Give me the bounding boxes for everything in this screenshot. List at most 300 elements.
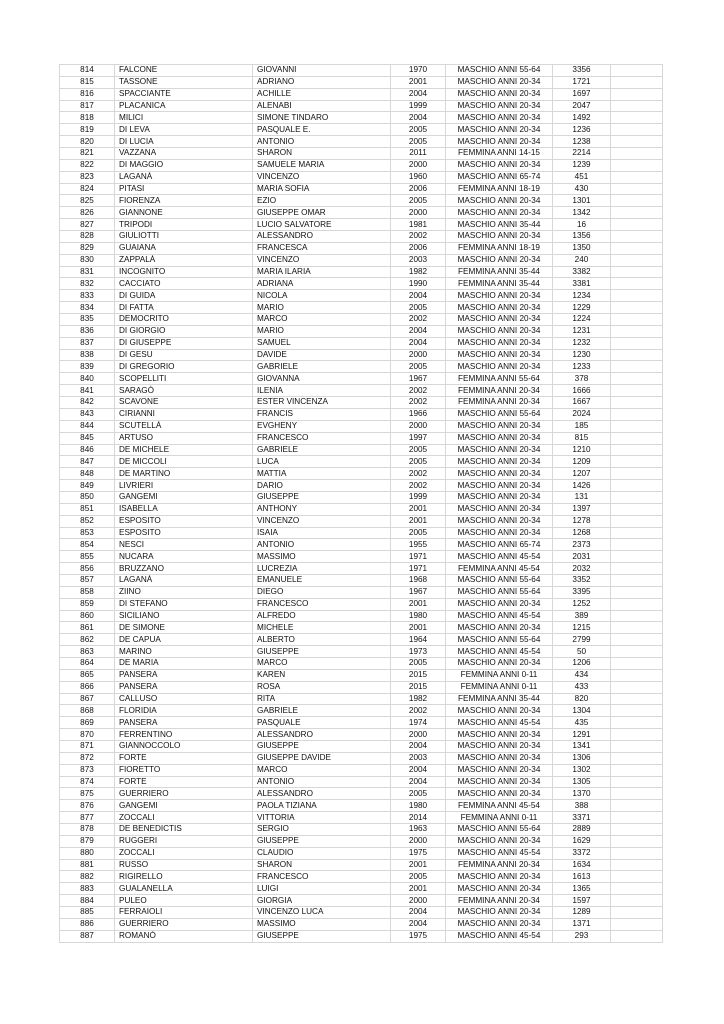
category-cell: MASCHIO ANNI 45-54 [446,551,553,563]
last-name-cell: PLACANICA [115,100,253,112]
empty-cell [611,124,663,136]
empty-cell [611,883,663,895]
birth-year-cell: 2000 [391,159,446,171]
empty-cell [611,385,663,397]
entry-number-cell: 878 [60,824,115,836]
table-row [60,598,663,610]
last-name-cell: DE BENEDICTIS [115,824,253,836]
code-cell: 1215 [553,622,611,634]
table-row [60,717,663,729]
first-name-cell: MATTIA [253,468,391,480]
category-cell: MASCHIO ANNI 35-44 [446,219,553,231]
empty-cell [611,634,663,646]
entry-number-cell: 834 [60,302,115,314]
birth-year-cell: 1971 [391,563,446,575]
table-row [60,800,663,812]
entry-number-cell: 814 [60,65,115,77]
empty-cell [611,171,663,183]
birth-year-cell: 2005 [391,361,446,373]
first-name-cell: SERGIO [253,824,391,836]
last-name-cell: DI LEVA [115,124,253,136]
code-cell: 1721 [553,76,611,88]
empty-cell [611,76,663,88]
entry-number-cell: 825 [60,195,115,207]
entry-number-cell: 846 [60,444,115,456]
birth-year-cell: 1968 [391,574,446,586]
birth-year-cell: 1999 [391,491,446,503]
category-cell: FEMMINA ANNI 35-44 [446,266,553,278]
last-name-cell: NESCI [115,539,253,551]
last-name-cell: LAGANÀ [115,574,253,586]
table-row [60,527,663,539]
birth-year-cell: 2005 [391,456,446,468]
entry-number-cell: 869 [60,717,115,729]
birth-year-cell: 2005 [391,124,446,136]
empty-cell [611,729,663,741]
code-cell: 1597 [553,895,611,907]
first-name-cell: ALESSANDRO [253,231,391,243]
table-row [60,586,663,598]
table-row [60,788,663,800]
code-cell: 1252 [553,598,611,610]
category-cell: MASCHIO ANNI 20-34 [446,100,553,112]
first-name-cell: GIOVANNA [253,373,391,385]
category-cell: MASCHIO ANNI 20-34 [446,729,553,741]
birth-year-cell: 2003 [391,752,446,764]
last-name-cell: LAGANÀ [115,171,253,183]
first-name-cell: DARIO [253,480,391,492]
category-cell: MASCHIO ANNI 20-34 [446,314,553,326]
entry-number-cell: 848 [60,468,115,480]
category-cell: MASCHIO ANNI 20-34 [446,432,553,444]
empty-cell [611,100,663,112]
birth-year-cell: 2001 [391,515,446,527]
last-name-cell: DI GIORGIO [115,325,253,337]
empty-cell [611,302,663,314]
last-name-cell: INCOGNITO [115,266,253,278]
code-cell: 3381 [553,278,611,290]
birth-year-cell: 2000 [391,729,446,741]
last-name-cell: MILICI [115,112,253,124]
birth-year-cell: 1970 [391,65,446,77]
table-row [60,551,663,563]
last-name-cell: GUAIANA [115,242,253,254]
last-name-cell: GANGEMI [115,800,253,812]
empty-cell [611,361,663,373]
birth-year-cell: 2002 [391,231,446,243]
last-name-cell: DEMOCRITO [115,314,253,326]
birth-year-cell: 2003 [391,254,446,266]
empty-cell [611,752,663,764]
birth-year-cell: 1982 [391,693,446,705]
entry-number-cell: 868 [60,705,115,717]
table-row [60,337,663,349]
table-row [60,895,663,907]
last-name-cell: TRIPODI [115,219,253,231]
category-cell: MASCHIO ANNI 45-54 [446,847,553,859]
table-row [60,515,663,527]
table-row [60,325,663,337]
birth-year-cell: 1963 [391,824,446,836]
last-name-cell: DI STEFANO [115,598,253,610]
first-name-cell: ADRIANA [253,278,391,290]
first-name-cell: EZIO [253,195,391,207]
first-name-cell: ALESSANDRO [253,788,391,800]
birth-year-cell: 2005 [391,444,446,456]
birth-year-cell: 2011 [391,148,446,160]
empty-cell [611,503,663,515]
first-name-cell: MARIA ILARIA [253,266,391,278]
last-name-cell: GIANNONE [115,207,253,219]
code-cell: 2889 [553,824,611,836]
first-name-cell: SHARON [253,859,391,871]
category-cell: MASCHIO ANNI 55-64 [446,408,553,420]
empty-cell [611,397,663,409]
empty-cell [611,456,663,468]
table-row [60,681,663,693]
empty-cell [611,598,663,610]
entry-number-cell: 866 [60,681,115,693]
empty-cell [611,610,663,622]
category-cell: FEMMINA ANNI 20-34 [446,385,553,397]
first-name-cell: ANTONIO [253,539,391,551]
empty-cell [611,764,663,776]
birth-year-cell: 1980 [391,800,446,812]
entry-number-cell: 872 [60,752,115,764]
last-name-cell: PANSERA [115,681,253,693]
entry-number-cell: 871 [60,740,115,752]
entry-number-cell: 827 [60,219,115,231]
empty-cell [611,408,663,420]
table-row [60,124,663,136]
entry-number-cell: 841 [60,385,115,397]
empty-cell [611,314,663,326]
category-cell: MASCHIO ANNI 20-34 [446,444,553,456]
last-name-cell: DE CAPUA [115,634,253,646]
last-name-cell: PITASI [115,183,253,195]
table-row [60,148,663,160]
category-cell: FEMMINA ANNI 0-11 [446,669,553,681]
code-cell: 1239 [553,159,611,171]
first-name-cell: ALFREDO [253,610,391,622]
table-row [60,254,663,266]
last-name-cell: FALCONE [115,65,253,77]
code-cell: 240 [553,254,611,266]
table-row [60,314,663,326]
category-cell: MASCHIO ANNI 20-34 [446,918,553,930]
last-name-cell: CIRIANNI [115,408,253,420]
first-name-cell: EVGHENY [253,420,391,432]
category-cell: MASCHIO ANNI 20-34 [446,776,553,788]
last-name-cell: DE MARIA [115,657,253,669]
code-cell: 1268 [553,527,611,539]
birth-year-cell: 2002 [391,705,446,717]
first-name-cell: SHARON [253,148,391,160]
first-name-cell: GIORGIA [253,895,391,907]
category-cell: MASCHIO ANNI 20-34 [446,740,553,752]
birth-year-cell: 2004 [391,290,446,302]
table-row [60,503,663,515]
code-cell: 1229 [553,302,611,314]
code-cell: 1350 [553,242,611,254]
category-cell: MASCHIO ANNI 55-64 [446,574,553,586]
category-cell: FEMMINA ANNI 20-34 [446,397,553,409]
code-cell: 1291 [553,729,611,741]
entry-number-cell: 859 [60,598,115,610]
code-cell: 2047 [553,100,611,112]
code-cell: 3382 [553,266,611,278]
last-name-cell: DI GUIDA [115,290,253,302]
first-name-cell: MASSIMO [253,551,391,563]
birth-year-cell: 2005 [391,871,446,883]
category-cell: MASCHIO ANNI 20-34 [446,752,553,764]
category-cell: FEMMINA ANNI 14-15 [446,148,553,160]
category-cell: MASCHIO ANNI 20-34 [446,254,553,266]
category-cell: MASCHIO ANNI 45-54 [446,930,553,942]
table-row [60,112,663,124]
first-name-cell: ANTHONY [253,503,391,515]
entry-number-cell: 880 [60,847,115,859]
birth-year-cell: 2004 [391,918,446,930]
table-row [60,871,663,883]
first-name-cell: MARCO [253,314,391,326]
last-name-cell: ESPOSITO [115,515,253,527]
table-row [60,859,663,871]
entry-number-cell: 837 [60,337,115,349]
first-name-cell: LUCA [253,456,391,468]
table-row [60,729,663,741]
table-row [60,752,663,764]
entry-number-cell: 858 [60,586,115,598]
code-cell: 1306 [553,752,611,764]
entry-number-cell: 860 [60,610,115,622]
birth-year-cell: 2005 [391,657,446,669]
table-row [60,610,663,622]
first-name-cell: GIUSEPPE DAVIDE [253,752,391,764]
entry-number-cell: 863 [60,646,115,658]
entry-number-cell: 829 [60,242,115,254]
category-cell: FEMMINA ANNI 45-54 [446,563,553,575]
table-row [60,930,663,942]
code-cell: 2373 [553,539,611,551]
table-row [60,385,663,397]
entries-sheet [59,64,662,943]
first-name-cell: ESTER VINCENZA [253,397,391,409]
category-cell: MASCHIO ANNI 45-54 [446,646,553,658]
empty-cell [611,159,663,171]
code-cell: 50 [553,646,611,658]
birth-year-cell: 1973 [391,646,446,658]
entry-number-cell: 842 [60,397,115,409]
code-cell: 1224 [553,314,611,326]
birth-year-cell: 2002 [391,385,446,397]
birth-year-cell: 2005 [391,302,446,314]
first-name-cell: ILENIA [253,385,391,397]
birth-year-cell: 2004 [391,764,446,776]
empty-cell [611,681,663,693]
birth-year-cell: 2000 [391,835,446,847]
first-name-cell: CLAUDIO [253,847,391,859]
code-cell: 1629 [553,835,611,847]
birth-year-cell: 2004 [391,337,446,349]
empty-cell [611,930,663,942]
last-name-cell: BRUZZANO [115,563,253,575]
birth-year-cell: 1960 [391,171,446,183]
code-cell: 1667 [553,397,611,409]
code-cell: 1206 [553,657,611,669]
empty-cell [611,847,663,859]
last-name-cell: SICILIANO [115,610,253,622]
table-row [60,480,663,492]
code-cell: 2024 [553,408,611,420]
empty-cell [611,705,663,717]
first-name-cell: VINCENZO [253,171,391,183]
code-cell: 815 [553,432,611,444]
last-name-cell: ESPOSITO [115,527,253,539]
first-name-cell: ALBERTO [253,634,391,646]
empty-cell [611,183,663,195]
table-row [60,361,663,373]
birth-year-cell: 1955 [391,539,446,551]
empty-cell [611,835,663,847]
last-name-cell: FORTE [115,752,253,764]
last-name-cell: DE SIMONE [115,622,253,634]
birth-year-cell: 1975 [391,930,446,942]
category-cell: MASCHIO ANNI 20-34 [446,503,553,515]
empty-cell [611,65,663,77]
last-name-cell: SCOPELLITI [115,373,253,385]
last-name-cell: FORTE [115,776,253,788]
empty-cell [611,824,663,836]
last-name-cell: DE MARTINO [115,468,253,480]
first-name-cell: MARCO [253,657,391,669]
category-cell: MASCHIO ANNI 20-34 [446,468,553,480]
code-cell: 389 [553,610,611,622]
entry-number-cell: 836 [60,325,115,337]
category-cell: MASCHIO ANNI 20-34 [446,764,553,776]
last-name-cell: DI FATTA [115,302,253,314]
birth-year-cell: 1975 [391,847,446,859]
first-name-cell: GIUSEPPE OMAR [253,207,391,219]
code-cell: 3352 [553,574,611,586]
first-name-cell: GIUSEPPE [253,740,391,752]
category-cell: MASCHIO ANNI 20-34 [446,527,553,539]
category-cell: MASCHIO ANNI 20-34 [446,124,553,136]
empty-cell [611,657,663,669]
empty-cell [611,859,663,871]
entry-number-cell: 879 [60,835,115,847]
birth-year-cell: 2006 [391,183,446,195]
empty-cell [611,254,663,266]
last-name-cell: DE MICHELE [115,444,253,456]
table-row [60,159,663,171]
table-row [60,705,663,717]
code-cell: 1238 [553,136,611,148]
category-cell: FEMMINA ANNI 35-44 [446,693,553,705]
birth-year-cell: 1966 [391,408,446,420]
birth-year-cell: 2004 [391,112,446,124]
birth-year-cell: 2006 [391,242,446,254]
table-row [60,824,663,836]
first-name-cell: VINCENZO [253,515,391,527]
empty-cell [611,207,663,219]
table-row [60,776,663,788]
first-name-cell: ISAIA [253,527,391,539]
birth-year-cell: 2005 [391,136,446,148]
entry-number-cell: 826 [60,207,115,219]
first-name-cell: FRANCESCA [253,242,391,254]
code-cell: 2032 [553,563,611,575]
last-name-cell: DI GIUSEPPE [115,337,253,349]
entry-number-cell: 832 [60,278,115,290]
code-cell: 1302 [553,764,611,776]
code-cell: 1341 [553,740,611,752]
birth-year-cell: 2002 [391,468,446,480]
birth-year-cell: 2005 [391,195,446,207]
last-name-cell: GIANNOCCOLO [115,740,253,752]
code-cell: 433 [553,681,611,693]
last-name-cell: RUGGERI [115,835,253,847]
table-row [60,88,663,100]
category-cell: MASCHIO ANNI 20-34 [446,480,553,492]
empty-cell [611,800,663,812]
empty-cell [611,480,663,492]
first-name-cell: GIUSEPPE [253,835,391,847]
entry-number-cell: 816 [60,88,115,100]
table-row [60,207,663,219]
entry-number-cell: 864 [60,657,115,669]
entry-number-cell: 824 [60,183,115,195]
table-row [60,634,663,646]
empty-cell [611,148,663,160]
empty-cell [611,539,663,551]
birth-year-cell: 2004 [391,907,446,919]
first-name-cell: GABRIELE [253,361,391,373]
empty-cell [611,515,663,527]
table-row [60,491,663,503]
category-cell: MASCHIO ANNI 20-34 [446,622,553,634]
category-cell: MASCHIO ANNI 55-64 [446,824,553,836]
empty-cell [611,669,663,681]
category-cell: FEMMINA ANNI 20-34 [446,859,553,871]
entry-number-cell: 820 [60,136,115,148]
category-cell: MASCHIO ANNI 20-34 [446,657,553,669]
table-row [60,219,663,231]
code-cell: 435 [553,717,611,729]
code-cell: 1234 [553,290,611,302]
last-name-cell: PANSERA [115,669,253,681]
first-name-cell: SAMUEL [253,337,391,349]
code-cell: 451 [553,171,611,183]
empty-cell [611,812,663,824]
table-row [60,397,663,409]
birth-year-cell: 2001 [391,503,446,515]
category-cell: FEMMINA ANNI 35-44 [446,278,553,290]
first-name-cell: VINCENZO [253,254,391,266]
table-row [60,835,663,847]
category-cell: MASCHIO ANNI 55-64 [446,65,553,77]
empty-cell [611,563,663,575]
empty-cell [611,586,663,598]
first-name-cell: MARIO [253,302,391,314]
code-cell: 1365 [553,883,611,895]
entry-number-cell: 877 [60,812,115,824]
code-cell: 1230 [553,349,611,361]
category-cell: FEMMINA ANNI 55-64 [446,373,553,385]
empty-cell [611,432,663,444]
category-cell: MASCHIO ANNI 20-34 [446,325,553,337]
table-row [60,231,663,243]
